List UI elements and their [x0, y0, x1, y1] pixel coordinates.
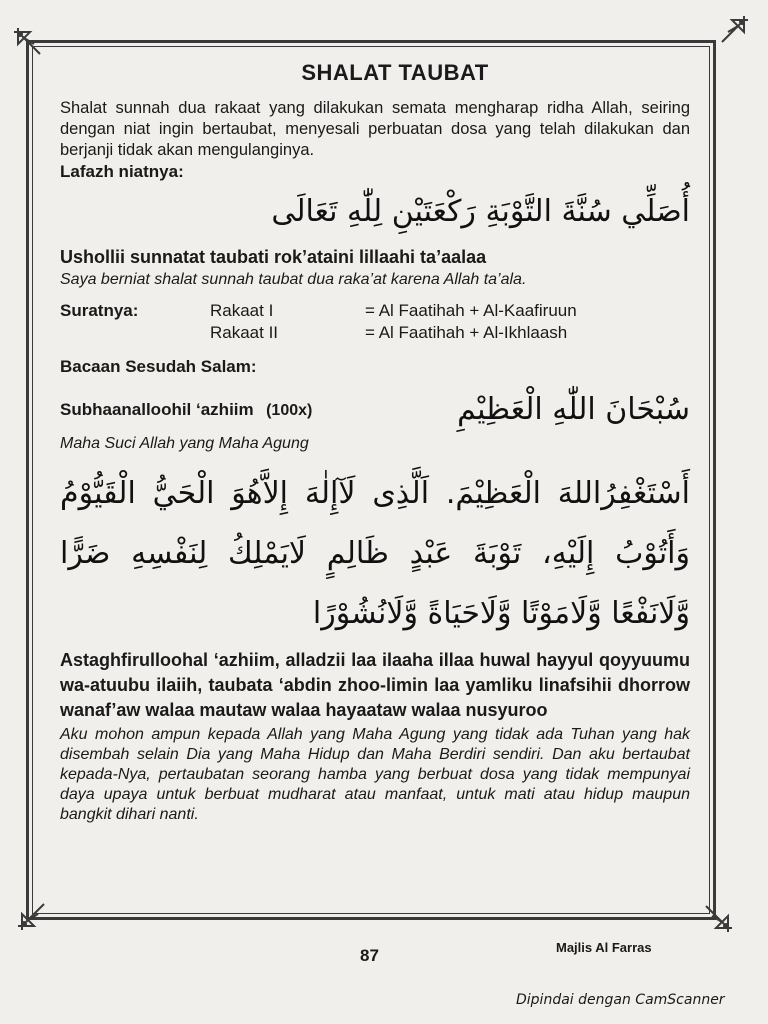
- page-content: [60, 60, 690, 825]
- surah-1: = Al Faatihah + Al-Kaafiruun: [365, 301, 577, 320]
- surat-label: Suratnya:: [60, 301, 139, 320]
- page-title: SHALAT TAUBAT: [301, 60, 489, 85]
- istighfar-latin: Astaghfirulloohal ‘azhiim, alladzii laa ilaaha illaa huwal hayyul qoyyuumu wa-atuubu ilaiih, taubata ‘abdin zhoo-limin laa yamliku linafsihii dhorrow wanaf’aw walaa mautaw walaa hayaataw walaa nusyuroo: [60, 650, 690, 720]
- publisher-name: Majlis Al Farras: [556, 940, 652, 955]
- istighfar-translation: Aku mohon ampun kepada Allah yang Maha Agung yang tidak ada Tuhan yang hak disembah selain Dia yang Maha Hidup dan Maha Berdiri sendiri. Dan aku bertaubat kepada-Nya, pertaubatan seorang hamba yang berbuat dosa yang tidak mempunyai daya upaya untuk berbuat mudharat atau manfaat, untuk mati atau hidup maupun bangkit dihari nanti.: [60, 726, 690, 823]
- niat-arabic: أُصَلِّي سُنَّةَ التَّوْبَةِ رَكْعَتَيْنِ لِلّٰهِ تَعَالَى: [271, 194, 690, 229]
- subhan-row: [60, 392, 690, 427]
- niat-latin: Ushollii sunnatat taubati rok’ataini lillaahi ta’aalaa: [60, 247, 487, 267]
- niat-label: Lafazh niatnya:: [60, 162, 184, 181]
- subhan-arabic: سُبْحَانَ اللّٰهِ الْعَظِيْمِ: [457, 392, 690, 427]
- istighfar-arabic: أَسْتَغْفِرُاللهَ الْعَظِيْمَ. اَلَّذِى لَآإِلٰهَ إِلاَّهُوَ الْحَيُّ الْقَيُّوْمُ وَأَتُوْبُ إِلَيْهِ، تَوْبَةَ عَبْدٍ ظَالِمٍ لَايَمْلِكُ لِنَفْسِهِ ضَرًّا وَّلَانَفْعًا وَّلَامَوْتًا وَّلَاحَيَاةً وَّلَانُشُوْرًا: [60, 476, 690, 631]
- bacaan-label: Bacaan Sesudah Salam:: [60, 357, 257, 376]
- intro-paragraph: Shalat sunnah dua rakaat yang dilakukan semata mengharap ridha Allah, seiring dengan niat ingin bertaubat, menyesali perbuatan dosa yang telah dilakukan dan berjanji tidak akan mengulanginya.: [60, 99, 690, 159]
- corner-ornament-icon: [10, 24, 56, 70]
- page-number: 87: [360, 946, 379, 965]
- rakaat-1: Rakaat I: [210, 301, 274, 320]
- corner-ornament-icon: [690, 890, 736, 936]
- rakaat-2: Rakaat II: [210, 323, 279, 342]
- surah-2: = Al Faatihah + Al-Ikhlaash: [365, 323, 568, 342]
- surat-table: [60, 300, 690, 344]
- scanner-watermark: Dipindai dengan CamScanner: [516, 992, 725, 1008]
- subhan-count: (100x): [266, 401, 313, 419]
- niat-translation: Saya berniat shalat sunnah taubat dua raka’at karena Allah ta’ala.: [60, 271, 527, 288]
- subhan-latin: Subhaanalloohil ‘azhiim: [60, 399, 254, 419]
- corner-ornament-icon: [706, 12, 752, 58]
- corner-ornament-icon: [14, 888, 60, 934]
- subhan-translation: Maha Suci Allah yang Maha Agung: [60, 435, 309, 452]
